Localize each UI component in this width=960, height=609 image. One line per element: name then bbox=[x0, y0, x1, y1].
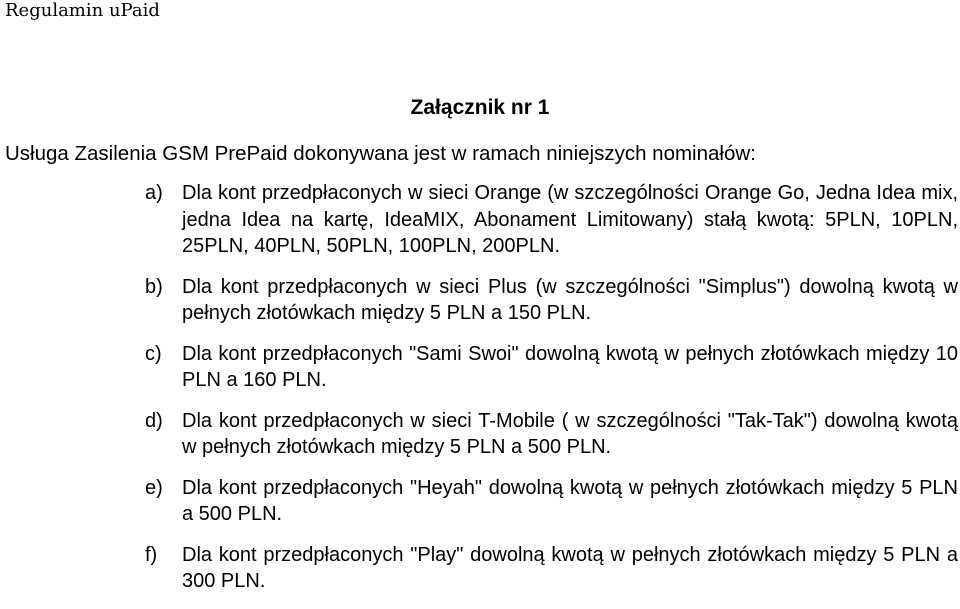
list-item-text: Dla kont przedpłaconych w sieci Orange (w szczególności Orange Go, Jedna Idea mix, jedna Idea na kartę, IdeaMIX, Abonament Limitowany) stałą kwotą: 5PLN, 10PLN, 25PLN, 40PLN, 50PLN, 100PLN, 200PLN. bbox=[182, 182, 958, 257]
list-item-text: Dla kont przedpłaconych w sieci T-Mobile ( w szczególności "Tak-Tak") dowolną kwotą w pełnych złotówkach między 5 PLN a 500 PLN. bbox=[182, 409, 958, 458]
list-item-f bbox=[145, 542, 958, 595]
list-item-text: Dla kont przedpłaconych "Heyah" dowolną kwotą w pełnych złotówkach między 5 PLN a 500 PLN. bbox=[182, 476, 958, 525]
list-item-d bbox=[145, 408, 958, 461]
list-item-marker: c) bbox=[145, 342, 162, 365]
list-item-e bbox=[145, 475, 958, 528]
list-item-text: Dla kont przedpłaconych "Sami Swoi" dowolną kwotą w pełnych złotówkach między 10 PLN a 160 PLN. bbox=[182, 342, 958, 391]
list-item-marker: e) bbox=[145, 476, 163, 499]
list-item-text: Dla kont przedpłaconych "Play" dowolną kwotą w pełnych złotówkach między 5 PLN a 300 PLN. bbox=[182, 543, 958, 592]
list-item-marker: a) bbox=[145, 182, 163, 204]
page-title: Załącznik nr 1 bbox=[410, 96, 550, 119]
list-item-marker: f) bbox=[145, 543, 158, 566]
list-item-b bbox=[145, 274, 958, 327]
list-item-marker: d) bbox=[145, 409, 163, 432]
list-item-c bbox=[145, 341, 958, 394]
denominations-list bbox=[145, 180, 958, 609]
document-header: Regulamin uPaid bbox=[5, 0, 160, 21]
intro-paragraph: Usługa Zasilenia GSM PrePaid dokonywana jest w ramach niniejszych nominałów: bbox=[5, 142, 756, 165]
list-item-marker: b) bbox=[145, 275, 163, 298]
list-item-a bbox=[145, 180, 958, 260]
list-item-text: Dla kont przedpłaconych w sieci Plus (w szczególności "Simplus") dowolną kwotą w pełnych złotówkach między 5 PLN a 150 PLN. bbox=[182, 275, 958, 324]
